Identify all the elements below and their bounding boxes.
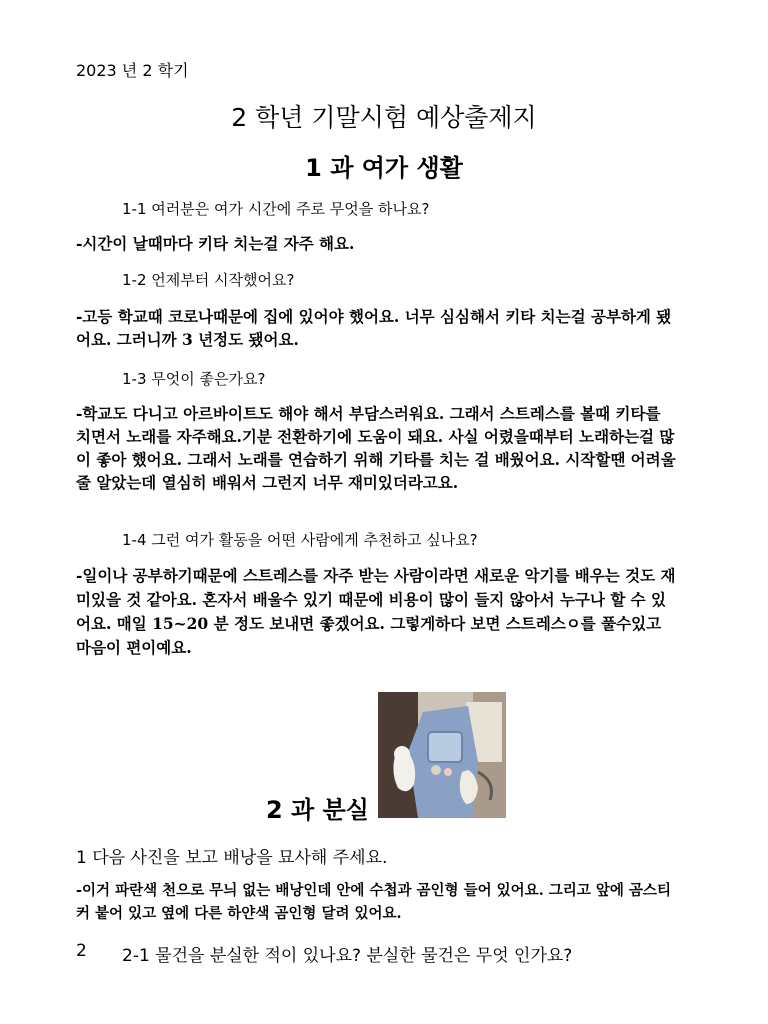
question-1-3: 1-3 무엇이 좋은가요? bbox=[122, 370, 266, 388]
answer-1-2: -고등 학교때 코로나때문에 집에 있어야 했어요. 너무 심심해서 키타 치는걸 공부하게 됐어요. 그러니까 3 년정도 됐어요. bbox=[76, 307, 672, 349]
lesson2-title: 2 과 분실 bbox=[266, 796, 369, 824]
answer-1-1: -시간이 날때마다 키타 치는걸 자주 해요. bbox=[76, 234, 355, 253]
lesson2-question-1: 1 다음 사진을 보고 배낭을 묘사해 주세요. bbox=[76, 848, 388, 868]
backpack-illustration bbox=[378, 692, 506, 818]
answer-1-3: -학교도 다니고 아르바이트도 해야 해서 부담스러워요. 그래서 스트레스를 볼때 키타를 치면서 노래를 자주해요.기분 전환하기에 도움이 돼요. 사실 어렸을때부터 노래하는걸 많이 좋아 했어요. 그래서 노래를 연습하기 위해 기타를 치는 걸 배웠어요. 시작할땐 어려울 줄 알았는데 열심히 배워서 그런지 너무 재미있더라고요. bbox=[76, 404, 676, 492]
lesson2-answer-1: -이거 파란색 천으로 무늬 없는 배낭인데 안에 수첩과 곰인형 들어 있어요. 그리고 앞에 곰스티커 붙어 있고 옆에 다른 하얀색 곰인형 달려 있어요. bbox=[76, 882, 671, 922]
answer-1-4: -일이나 공부하기때문에 스트레스를 자주 받는 사람이라면 새로운 악기를 배우는 것도 재미있을 것 같아요. 혼자서 배울수 있기 때문에 비용이 많이 들지 않아서 누구나 할 수 있어요. 매일 15~20 분 정도 보내면 좋겠어요. 그렇게하다 보면 스트레스ㅇ를 풀수있고 마음이 편이예요. bbox=[76, 566, 676, 657]
question-1-4: 1-4 그런 여가 활동을 어떤 사람에게 추천하고 싶나요? bbox=[122, 531, 478, 549]
question-1-1: 1-1 여러분은 여가 시간에 주로 무엇을 하나요? bbox=[122, 200, 430, 218]
lesson1-title: 1 과 여가 생활 bbox=[305, 154, 463, 182]
backpack-photo bbox=[378, 692, 506, 818]
question-1-2: 1-2 언제부터 시작했어요? bbox=[122, 271, 295, 289]
semester-label: 2023 년 2 학기 bbox=[76, 61, 189, 80]
lesson2-question-2-1: 2-1 물건을 분실한 적이 있나요? 분실한 물건은 무엇 인가요? bbox=[122, 946, 573, 966]
lesson2-question-2-number: 2 bbox=[76, 941, 87, 961]
page-title: 2 학년 기말시험 예상출제지 bbox=[231, 103, 537, 132]
